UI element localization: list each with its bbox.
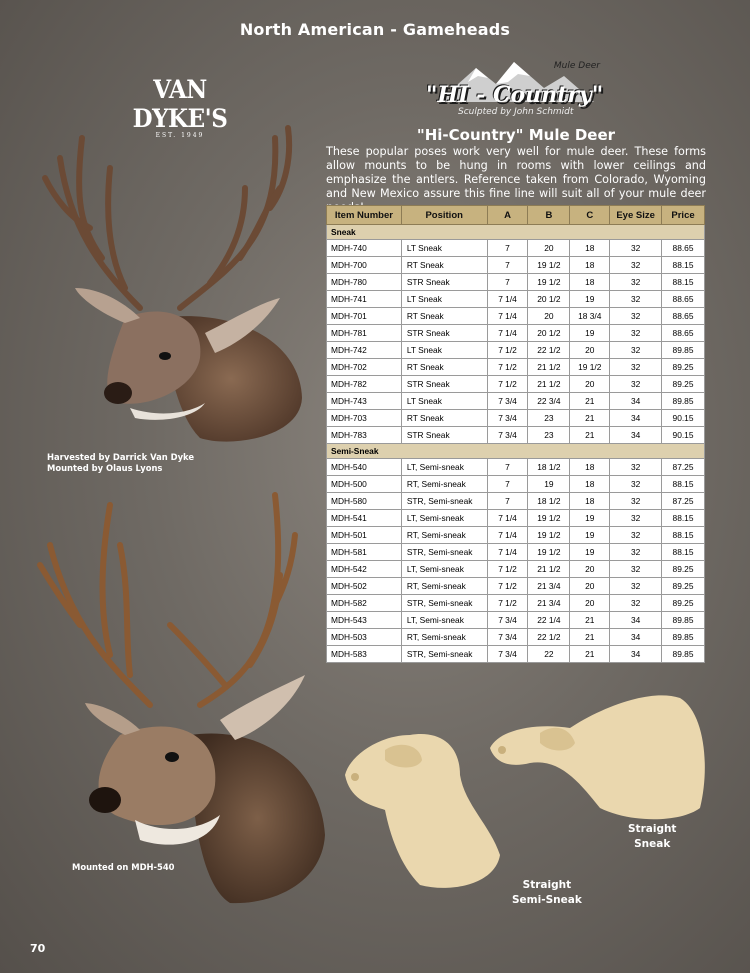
cell-c: 20 [570, 342, 610, 359]
cell-position: LT Sneak [401, 393, 487, 410]
col-a: A [487, 206, 528, 225]
caption-mounted-by: Mounted by Olaus Lyons [47, 463, 163, 473]
logo-tag: Mule Deer [553, 61, 600, 71]
cell-a: 7 [487, 274, 528, 291]
cell-eye-size: 32 [610, 527, 662, 544]
cell-price: 88.65 [662, 291, 705, 308]
cell-position: LT, Semi-sneak [401, 510, 487, 527]
cell-item-number: MDH-700 [327, 257, 402, 274]
cell-c: 20 [570, 578, 610, 595]
form-semi-line1: Straight [522, 879, 572, 891]
cell-eye-size: 32 [610, 376, 662, 393]
col-item-number: Item Number [327, 206, 402, 225]
cell-c: 18 [570, 476, 610, 493]
cell-eye-size: 32 [610, 291, 662, 308]
cell-c: 18 [570, 240, 610, 257]
cell-eye-size: 32 [610, 274, 662, 291]
cell-position: RT, Semi-sneak [401, 476, 487, 493]
table-row [327, 527, 705, 544]
cell-a: 7 [487, 493, 528, 510]
col-c: C [570, 206, 610, 225]
cell-b: 19 1/2 [528, 510, 570, 527]
cell-item-number: MDH-540 [327, 459, 402, 476]
cell-position: LT Sneak [401, 342, 487, 359]
cell-price: 88.65 [662, 325, 705, 342]
bottom-deer-caption: Mounted on MDH-540 [72, 862, 175, 872]
cell-price: 87.25 [662, 493, 705, 510]
cell-price: 88.15 [662, 527, 705, 544]
cell-c: 19 1/2 [570, 359, 610, 376]
col-price: Price [662, 206, 705, 225]
cell-eye-size: 32 [610, 359, 662, 376]
table-row [327, 410, 705, 427]
section-title: "Hi-Country" Mule Deer [416, 126, 616, 144]
table-row [327, 510, 705, 527]
col-eye-size: Eye Size [610, 206, 662, 225]
form-label-sneak [628, 822, 676, 852]
cell-a: 7 1/2 [487, 595, 528, 612]
top-mule-deer-image [30, 118, 320, 448]
cell-price: 89.25 [662, 359, 705, 376]
cell-price: 88.15 [662, 510, 705, 527]
cell-b: 21 1/2 [528, 359, 570, 376]
cell-item-number: MDH-742 [327, 342, 402, 359]
table-row [327, 561, 705, 578]
cell-b: 22 [528, 646, 570, 663]
cell-eye-size: 34 [610, 629, 662, 646]
cell-c: 21 [570, 393, 610, 410]
cell-b: 18 1/2 [528, 493, 570, 510]
logo-sculptor: Sculpted by John Schmidt [458, 107, 574, 117]
bottom-mule-deer-image [30, 485, 330, 910]
table-row [327, 359, 705, 376]
cell-eye-size: 32 [610, 561, 662, 578]
cell-b: 22 1/2 [528, 629, 570, 646]
cell-b: 18 1/2 [528, 459, 570, 476]
table-group-row [327, 444, 705, 459]
cell-c: 18 [570, 493, 610, 510]
cell-a: 7 [487, 459, 528, 476]
cell-price: 88.15 [662, 544, 705, 561]
page-number: 70 [30, 942, 46, 955]
cell-a: 7 1/4 [487, 527, 528, 544]
cell-item-number: MDH-581 [327, 544, 402, 561]
cell-item-number: MDH-782 [327, 376, 402, 393]
cell-a: 7 1/2 [487, 359, 528, 376]
cell-price: 89.85 [662, 342, 705, 359]
cell-eye-size: 32 [610, 595, 662, 612]
table-row [327, 274, 705, 291]
table-row [327, 427, 705, 444]
brand-established: EST. 1949 [155, 132, 205, 139]
section-description: These popular poses work very well for mule deer. These forms allow mounts to be hung in rooms with lower ceilings and emphasize the antlers. Reference taken from Colorado, Wyoming and New Mexico assure this fine line will suit all of your mule deer [326, 145, 706, 200]
cell-position: RT, Semi-sneak [401, 629, 487, 646]
cell-eye-size: 34 [610, 410, 662, 427]
table-row [327, 646, 705, 663]
cell-a: 7 1/2 [487, 376, 528, 393]
cell-eye-size: 32 [610, 240, 662, 257]
table-group-row [327, 225, 705, 240]
cell-item-number: MDH-541 [327, 510, 402, 527]
form-sneak-line1: Straight [628, 823, 677, 835]
cell-a: 7 1/2 [487, 561, 528, 578]
cell-item-number: MDH-743 [327, 393, 402, 410]
cell-price: 89.85 [662, 612, 705, 629]
cell-eye-size: 34 [610, 393, 662, 410]
cell-b: 23 [528, 427, 570, 444]
table-row [327, 240, 705, 257]
cell-eye-size: 32 [610, 578, 662, 595]
cell-a: 7 3/4 [487, 629, 528, 646]
form-semi-line2: Semi-Sneak [512, 894, 582, 906]
cell-c: 19 [570, 291, 610, 308]
cell-eye-size: 32 [610, 342, 662, 359]
cell-c: 19 [570, 527, 610, 544]
cell-price: 89.25 [662, 376, 705, 393]
cell-a: 7 3/4 [487, 612, 528, 629]
cell-b: 22 1/2 [528, 342, 570, 359]
form-label-semi-sneak [512, 878, 582, 908]
table-header-row [327, 206, 705, 225]
table-row [327, 476, 705, 493]
cell-item-number: MDH-580 [327, 493, 402, 510]
top-deer-caption [47, 452, 194, 474]
table-row [327, 325, 705, 342]
cell-c: 19 [570, 325, 610, 342]
cell-position: RT Sneak [401, 359, 487, 376]
cell-item-number: MDH-582 [327, 595, 402, 612]
cell-price: 90.15 [662, 427, 705, 444]
cell-position: RT Sneak [401, 257, 487, 274]
cell-b: 19 1/2 [528, 527, 570, 544]
cell-eye-size: 32 [610, 510, 662, 527]
cell-c: 19 [570, 510, 610, 527]
cell-eye-size: 32 [610, 476, 662, 493]
cell-price: 89.25 [662, 561, 705, 578]
cell-a: 7 1/4 [487, 325, 528, 342]
cell-price: 89.25 [662, 578, 705, 595]
cell-item-number: MDH-701 [327, 308, 402, 325]
cell-c: 21 [570, 427, 610, 444]
cell-eye-size: 32 [610, 257, 662, 274]
cell-position: RT Sneak [401, 308, 487, 325]
cell-a: 7 1/4 [487, 510, 528, 527]
cell-c: 19 [570, 544, 610, 561]
cell-price: 88.65 [662, 240, 705, 257]
cell-position: RT Sneak [401, 410, 487, 427]
cell-eye-size: 34 [610, 612, 662, 629]
cell-price: 88.65 [662, 308, 705, 325]
cell-a: 7 3/4 [487, 410, 528, 427]
cell-a: 7 3/4 [487, 427, 528, 444]
cell-eye-size: 34 [610, 427, 662, 444]
cell-eye-size: 32 [610, 493, 662, 510]
cell-b: 22 3/4 [528, 393, 570, 410]
cell-b: 19 1/2 [528, 274, 570, 291]
cell-price: 89.85 [662, 646, 705, 663]
logo-title: "HI - Country" [426, 82, 604, 108]
cell-position: LT Sneak [401, 291, 487, 308]
table-row [327, 493, 705, 510]
caption-harvested: Harvested by Darrick Van Dyke [47, 452, 195, 462]
cell-item-number: MDH-741 [327, 291, 402, 308]
cell-item-number: MDH-503 [327, 629, 402, 646]
table-row [327, 393, 705, 410]
cell-item-number: MDH-702 [327, 359, 402, 376]
cell-item-number: MDH-501 [327, 527, 402, 544]
group-label: Sneak [327, 225, 705, 240]
cell-c: 18 [570, 459, 610, 476]
group-label: Semi-Sneak [327, 444, 705, 459]
cell-price: 87.25 [662, 459, 705, 476]
cell-position: LT, Semi-sneak [401, 561, 487, 578]
cell-position: LT, Semi-sneak [401, 459, 487, 476]
cell-a: 7 1/4 [487, 544, 528, 561]
table-row [327, 291, 705, 308]
cell-a: 7 3/4 [487, 393, 528, 410]
table-row [327, 376, 705, 393]
cell-c: 21 [570, 410, 610, 427]
cell-item-number: MDH-502 [327, 578, 402, 595]
cell-position: STR Sneak [401, 274, 487, 291]
cell-a: 7 1/4 [487, 291, 528, 308]
form-sneak-line2: Sneak [634, 838, 671, 850]
cell-position: RT, Semi-sneak [401, 578, 487, 595]
cell-c: 20 [570, 376, 610, 393]
cell-eye-size: 32 [610, 308, 662, 325]
cell-c: 18 [570, 274, 610, 291]
table-row [327, 342, 705, 359]
cell-position: RT, Semi-sneak [401, 527, 487, 544]
cell-item-number: MDH-543 [327, 612, 402, 629]
cell-item-number: MDH-703 [327, 410, 402, 427]
cell-a: 7 3/4 [487, 646, 528, 663]
cell-b: 23 [528, 410, 570, 427]
cell-a: 7 [487, 257, 528, 274]
table-row [327, 257, 705, 274]
cell-price: 88.15 [662, 476, 705, 493]
cell-b: 20 1/2 [528, 291, 570, 308]
table-row [327, 544, 705, 561]
cell-position: STR Sneak [401, 325, 487, 342]
table-row [327, 612, 705, 629]
table-row [327, 629, 705, 646]
cell-b: 20 [528, 240, 570, 257]
cell-c: 20 [570, 561, 610, 578]
cell-eye-size: 34 [610, 646, 662, 663]
cell-price: 89.85 [662, 393, 705, 410]
cell-price: 88.15 [662, 257, 705, 274]
col-position: Position [401, 206, 487, 225]
cell-b: 21 1/2 [528, 561, 570, 578]
cell-c: 20 [570, 595, 610, 612]
cell-c: 18 [570, 257, 610, 274]
col-b: B [528, 206, 570, 225]
straight-sneak-form-image [480, 688, 710, 828]
cell-item-number: MDH-500 [327, 476, 402, 493]
cell-b: 20 [528, 308, 570, 325]
cell-price: 88.15 [662, 274, 705, 291]
cell-a: 7 1/2 [487, 342, 528, 359]
cell-b: 20 1/2 [528, 325, 570, 342]
table-row [327, 459, 705, 476]
cell-b: 21 1/2 [528, 376, 570, 393]
table-row [327, 578, 705, 595]
cell-eye-size: 32 [610, 325, 662, 342]
cell-b: 21 3/4 [528, 595, 570, 612]
table-row [327, 308, 705, 325]
cell-position: STR, Semi-sneak [401, 646, 487, 663]
table-row [327, 595, 705, 612]
cell-a: 7 [487, 240, 528, 257]
cell-b: 21 3/4 [528, 578, 570, 595]
specs-table [326, 205, 705, 663]
cell-b: 19 1/2 [528, 544, 570, 561]
cell-b: 19 1/2 [528, 257, 570, 274]
cell-position: STR, Semi-sneak [401, 493, 487, 510]
cell-c: 21 [570, 629, 610, 646]
cell-item-number: MDH-542 [327, 561, 402, 578]
cell-a: 7 1/4 [487, 308, 528, 325]
cell-position: LT Sneak [401, 240, 487, 257]
cell-position: STR, Semi-sneak [401, 595, 487, 612]
cell-a: 7 1/2 [487, 578, 528, 595]
cell-c: 18 3/4 [570, 308, 610, 325]
cell-position: STR, Semi-sneak [401, 544, 487, 561]
cell-position: STR Sneak [401, 376, 487, 393]
cell-c: 21 [570, 646, 610, 663]
cell-price: 89.85 [662, 629, 705, 646]
brand-name: VAN DYKE'S [132, 75, 228, 133]
cell-position: LT, Semi-sneak [401, 612, 487, 629]
cell-b: 19 [528, 476, 570, 493]
page-heading: North American - Gameheads [239, 20, 511, 39]
straight-semi-sneak-form-image [340, 715, 510, 895]
cell-position: STR Sneak [401, 427, 487, 444]
cell-item-number: MDH-740 [327, 240, 402, 257]
cell-price: 89.25 [662, 595, 705, 612]
cell-price: 90.15 [662, 410, 705, 427]
cell-c: 21 [570, 612, 610, 629]
cell-item-number: MDH-783 [327, 427, 402, 444]
cell-eye-size: 32 [610, 459, 662, 476]
cell-item-number: MDH-780 [327, 274, 402, 291]
hi-country-logo [418, 58, 614, 120]
cell-eye-size: 32 [610, 544, 662, 561]
cell-b: 22 1/4 [528, 612, 570, 629]
cell-item-number: MDH-583 [327, 646, 402, 663]
cell-a: 7 [487, 476, 528, 493]
table-body [327, 225, 705, 663]
cell-item-number: MDH-781 [327, 325, 402, 342]
